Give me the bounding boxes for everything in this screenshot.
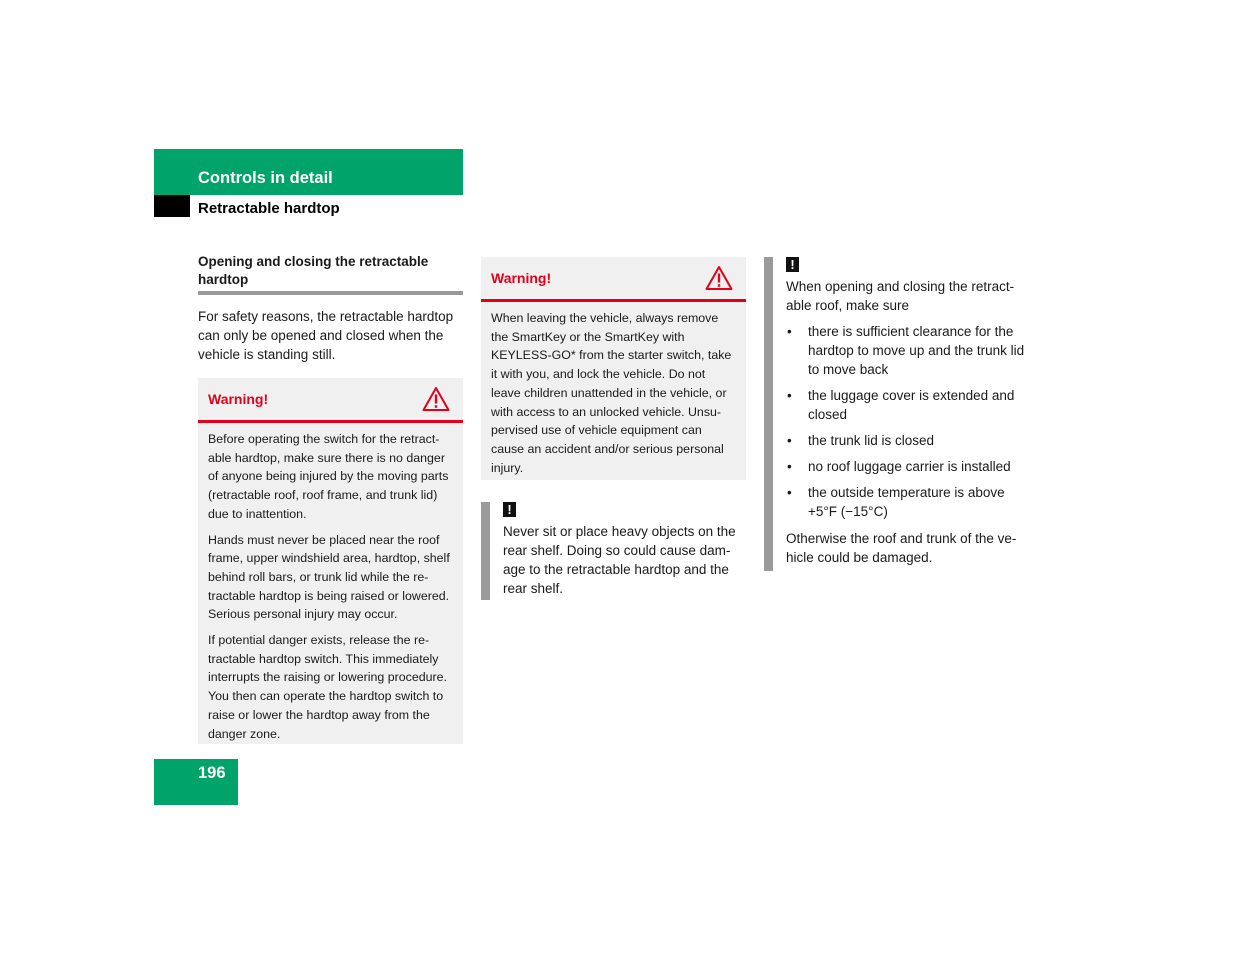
heading-rule xyxy=(198,291,463,295)
list-item: • the outside temperature is above +5°F (−15°C) xyxy=(786,483,1036,521)
notice-intro: When opening and closing the retract-able roof, make sure xyxy=(786,279,1015,313)
page-number: 196 xyxy=(198,764,226,782)
warning-paragraph: Hands must never be placed near the roof frame, upper windshield area, hardtop, shelf behind roll bars, or trunk lid while the re-tractable hardtop is being raised or lowered. Serious personal injury may occur. xyxy=(208,532,450,622)
intro-paragraph: For safety reasons, the retractable hardtop can only be opened and closed when the vehicle is standing still. xyxy=(198,309,454,362)
warning-body xyxy=(198,423,463,749)
warning-title: Warning! xyxy=(491,270,552,286)
exclamation-icon: ! xyxy=(503,502,516,517)
notice-bar xyxy=(481,502,490,600)
section-heading-line2: hardtop xyxy=(198,272,249,287)
warning-box-leaving-vehicle xyxy=(481,257,746,480)
list-item: • the trunk lid is closed xyxy=(786,431,1036,450)
warning-header xyxy=(481,257,746,302)
warning-box-hardtop-operation xyxy=(198,378,463,744)
notice-outro: Otherwise the roof and trunk of the ve-hicle could be damaged. xyxy=(786,531,1017,565)
section-marker xyxy=(154,195,190,217)
warning-paragraph: If potential danger exists, release the re-tractable hardtop switch. This immediately interrupts the raising or lowering procedure. You then can operate the hardtop switch to raise or lower the hardtop away from the danger zone. xyxy=(208,633,447,741)
section-heading xyxy=(198,253,463,289)
list-item: • no roof luggage carrier is installed xyxy=(786,457,1036,476)
exclamation-icon: ! xyxy=(786,257,799,272)
notice-rear-shelf-text: Never sit or place heavy objects on the rear shelf. Doing so could cause dam-age to the retractable hardtop and the rear shelf. xyxy=(503,524,736,596)
warning-title: Warning! xyxy=(208,391,269,407)
warning-triangle-icon xyxy=(705,265,733,291)
warning-triangle-icon xyxy=(422,386,450,412)
checklist xyxy=(786,322,1036,528)
warning-header xyxy=(198,378,463,423)
list-item: • the luggage cover is extended and closed xyxy=(786,386,1036,424)
section-heading-line1: Opening and closing the retractable xyxy=(198,254,429,269)
warning-paragraph: When leaving the vehicle, always remove the SmartKey or the SmartKey with KEYLESS-GO* from the starter switch, take it with you, and lock the vehicle. Do not leave children unattended in the vehicle, or with access to an unlocked vehicle. Unsu-pervised use of vehicle equipment can cause an accident and/or serious personal injury. xyxy=(491,311,732,475)
chapter-title: Controls in detail xyxy=(198,169,333,187)
warning-body xyxy=(481,302,746,483)
section-title: Retractable hardtop xyxy=(198,200,340,217)
list-item: • there is sufficient clearance for the hardtop to move up and the trunk lid to move back xyxy=(786,322,1036,379)
warning-paragraph: Before operating the switch for the retract-able hardtop, make sure there is no danger of anyone being injured by the moving parts (retractable roof, roof frame, and trunk lid) due to inattention. xyxy=(208,432,449,521)
notice-bar xyxy=(764,257,773,571)
